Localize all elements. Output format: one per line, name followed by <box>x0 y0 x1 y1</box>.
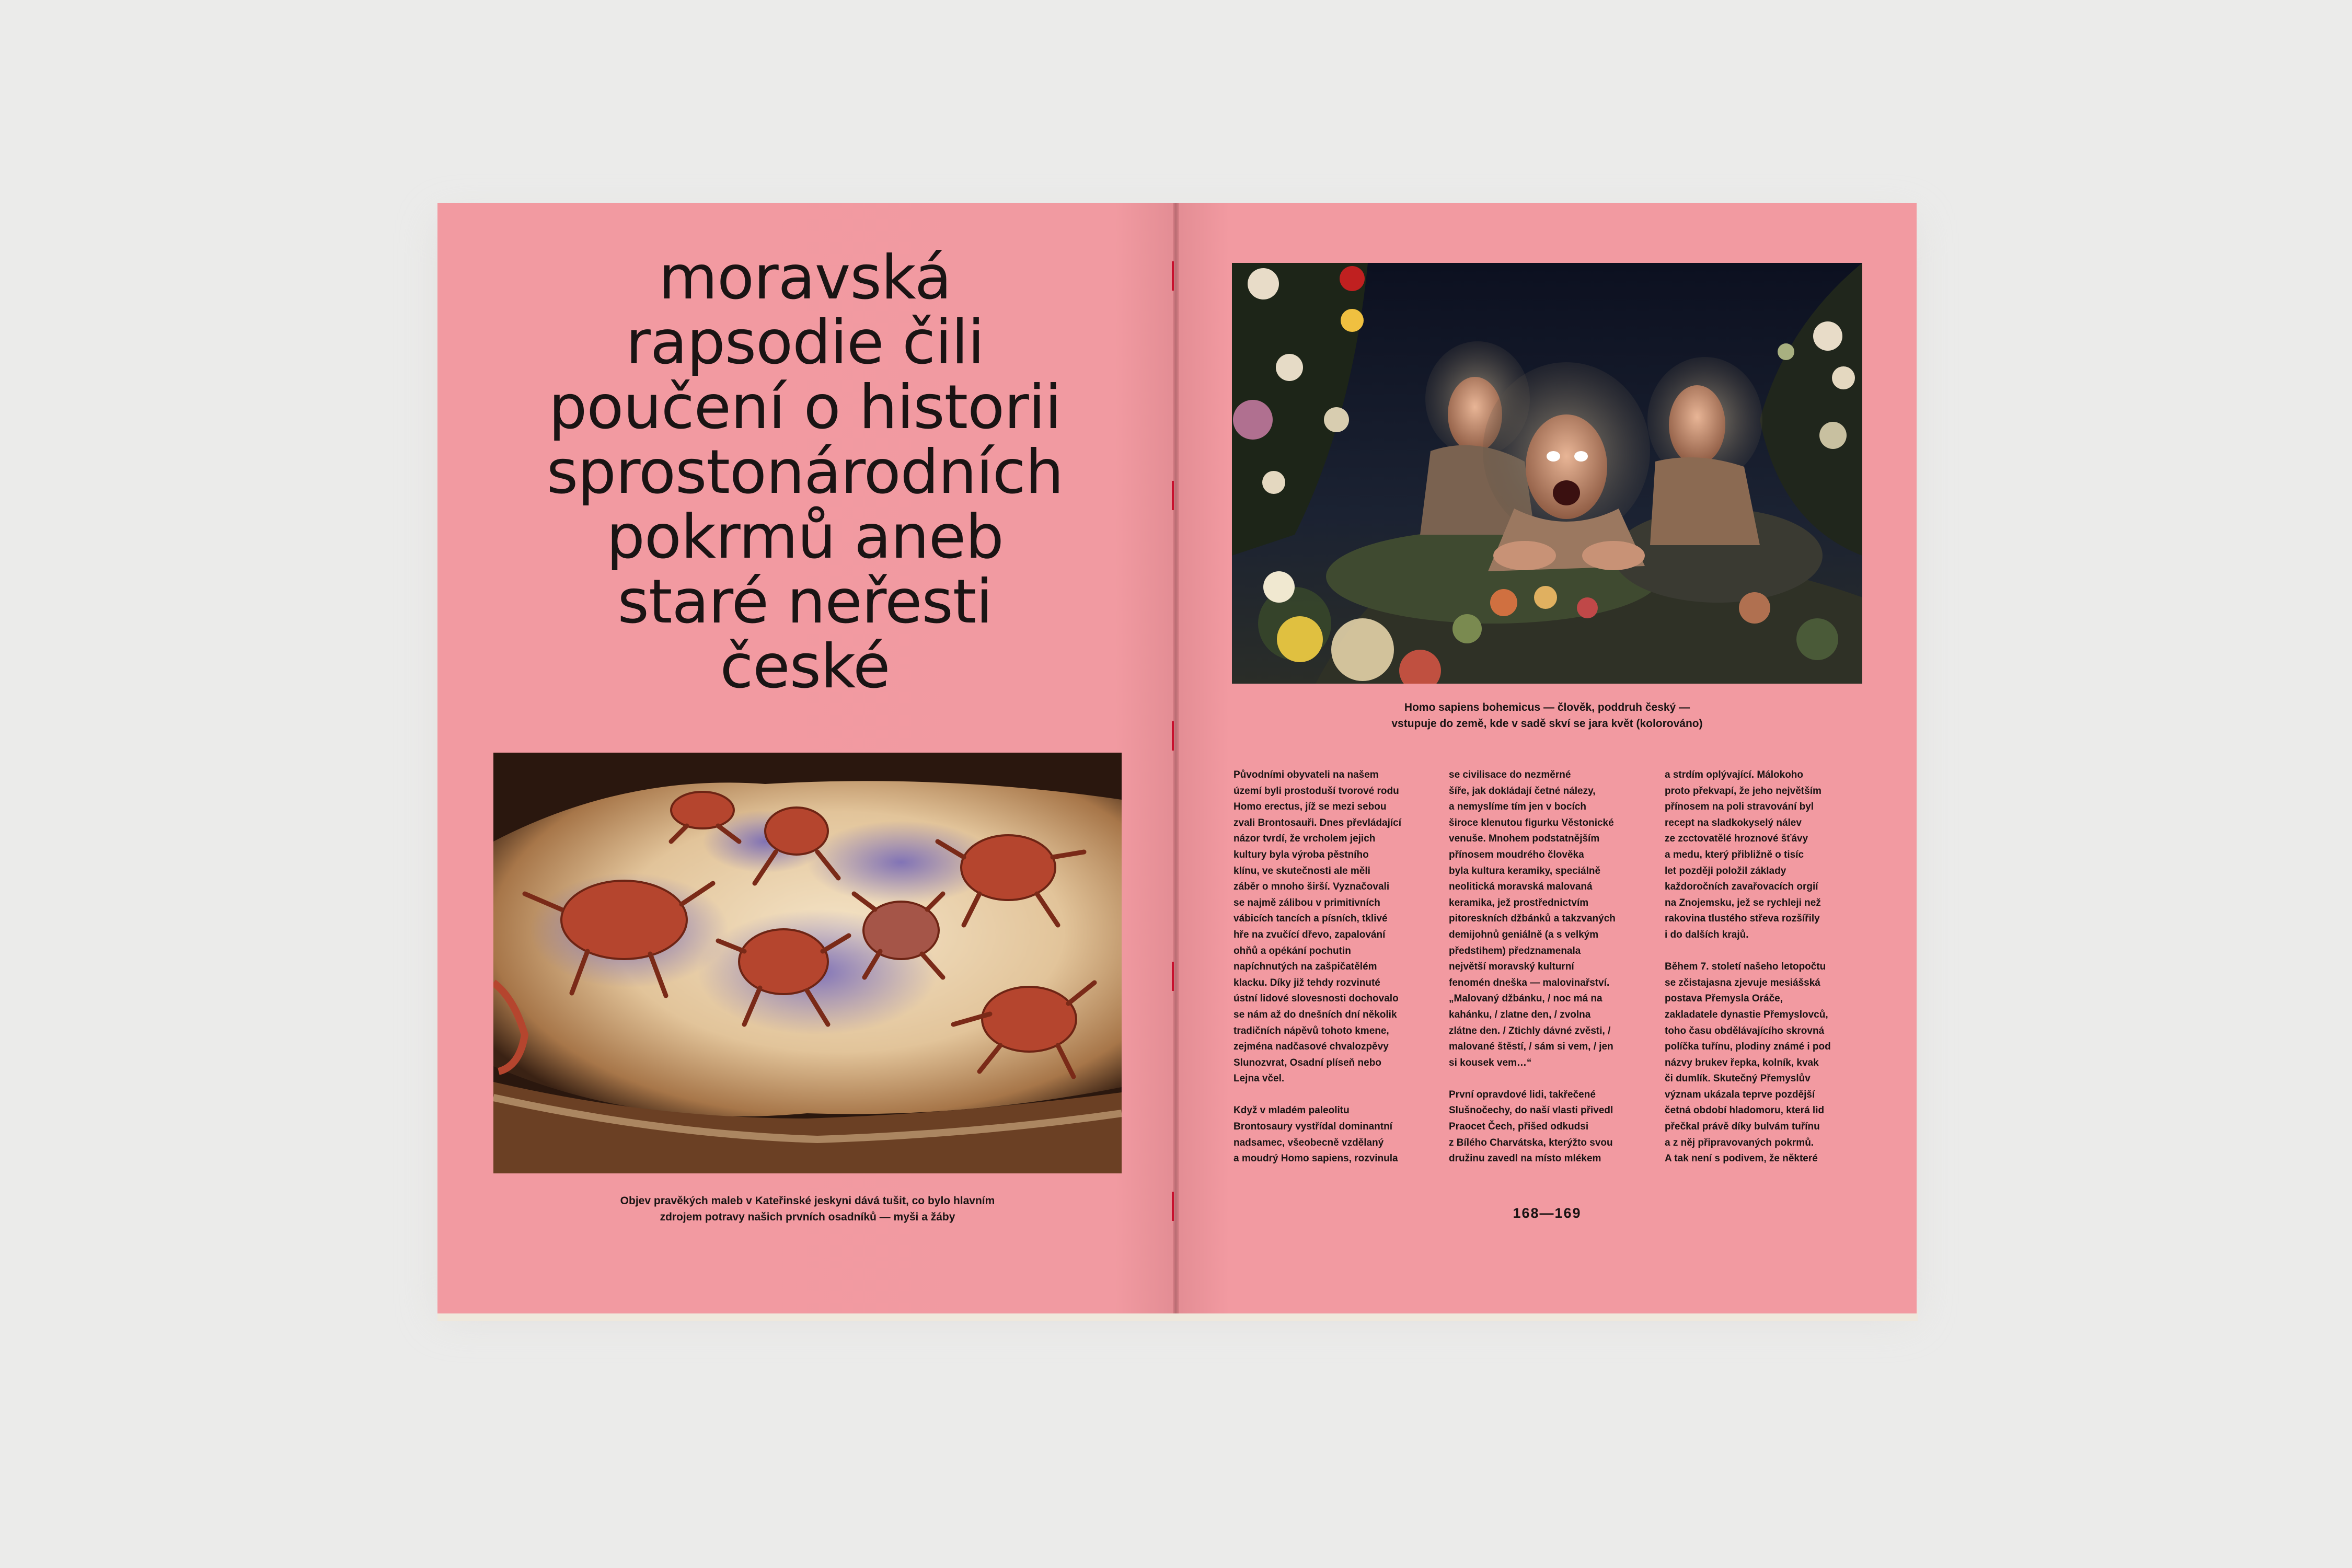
article-title <box>481 243 1129 702</box>
body-text-line: Slušnočechy, do naší vlasti přivedl <box>1449 1105 1613 1116</box>
body-text-line: přínosem moudrého člověka <box>1449 849 1584 860</box>
body-text-line: tradičních nápěvů tohoto kmene, <box>1233 1025 1389 1036</box>
body-text-line: napíchnutých na zašpičatělém <box>1233 961 1377 973</box>
body-text-line: A tak není s podivem, že některé <box>1665 1153 1818 1165</box>
body-text-line: klacku. Díky již tehdy rozvinuté <box>1233 977 1380 988</box>
cavemen-photo <box>1232 263 1862 684</box>
body-text-line: postava Přemysla Oráče, <box>1665 993 1783 1005</box>
body-text-line: a moudrý Homo sapiens, rozvinula <box>1233 1153 1398 1165</box>
gutter <box>1173 203 1179 1313</box>
body-text-line: zlátne den. / Ztichly dávné zvěsti, / <box>1449 1025 1611 1036</box>
caption-line: Objev pravěkých maleb v Kateřinské jeskyni dává tušit, co bylo hlavním <box>620 1195 995 1207</box>
body-text-line: názor tvrdí, že vrcholem jejich <box>1233 833 1376 845</box>
body-text-line: Původními obyvateli na našem <box>1233 769 1379 780</box>
stitch <box>1172 962 1174 991</box>
body-text-line: se civilisace do nezměrné <box>1449 769 1571 780</box>
body-text-line: vábicích tancích a písních, tklivé <box>1233 913 1388 925</box>
stitch <box>1172 1192 1174 1221</box>
body-text-line: klínu, ve skutečnosti ale měli <box>1233 865 1370 877</box>
body-text-line: Během 7. století našeho letopočtu <box>1665 961 1826 973</box>
body-text-line: názvy brukev řepka, kolník, kvak <box>1665 1057 1819 1068</box>
body-text-line: nadsamec, všeobecně vzdělaný <box>1233 1137 1384 1148</box>
body-text-line: se zčistajasna zjevuje mesiášská <box>1665 977 1820 988</box>
left-image-caption <box>493 1193 1122 1225</box>
body-text-line: předstihem) předznamenala <box>1449 945 1581 956</box>
body-text-line: Slunozvrat, Osadní plíseň nebo <box>1233 1057 1381 1068</box>
paragraph-break <box>1665 943 1874 960</box>
body-text-line: území byli prostoduší tvorové rodu <box>1233 785 1399 797</box>
body-text-line: hře na zvučící dřevo, zapalování <box>1233 929 1386 940</box>
page-numbers: 168—169 <box>1513 1205 1582 1221</box>
body-text-line: největší moravský kulturní <box>1449 961 1574 973</box>
body-text-line: políčka tuřínu, plodiny známé i pod <box>1665 1041 1831 1053</box>
body-text-line: Praocet Čech, přišed odkudsi <box>1449 1121 1589 1133</box>
body-text-line: fenomén dneška — malovinařství. <box>1449 977 1610 988</box>
paragraph-break <box>1233 1087 1443 1103</box>
body-text-line: šíře, jak dokládají četné nálezy, <box>1449 785 1596 797</box>
body-text-line: Lejna včel. <box>1233 1073 1285 1085</box>
body-text-line: byla kultura keramiky, speciálně <box>1449 865 1601 877</box>
title-line: staré neřesti <box>617 567 993 637</box>
body-text-line: široce klenutou figurku Věstonické <box>1449 817 1614 828</box>
body-text-line: si kousek vem…“ <box>1449 1057 1532 1068</box>
body-text-line: záběr o mnoho širší. Vyznačovali <box>1233 881 1390 893</box>
title-line: moravská <box>658 243 952 313</box>
body-text-line: ze zcctovatělé hroznové šťávy <box>1665 833 1808 845</box>
body-text-line: zakladatele dynastie Přemyslovců, <box>1665 1009 1828 1020</box>
body-text-line: a nemyslíme tím jen v bocích <box>1449 801 1586 813</box>
body-text-line: pitoreskních džbánků a takzvaných <box>1449 913 1616 925</box>
body-text-line: družinu zavedl na místo mlékem <box>1449 1153 1601 1165</box>
body-text-line: toho času obdělávajícího skrovná <box>1665 1025 1825 1036</box>
body-text-line: proto překvapí, že jeho největším <box>1665 785 1821 797</box>
body-text-line: i do dalších krajů. <box>1665 929 1749 940</box>
body-text-line: a medu, který přibližně o tisíc <box>1665 849 1804 860</box>
body-text-line: z Bílého Charvátska, kterýžto svou <box>1449 1137 1613 1148</box>
body-text-line: demijohnů geniálně (a s velkým <box>1449 929 1599 940</box>
body-text-line: Homo erectus, jíž se mezi sebou <box>1233 801 1387 813</box>
body-text-line: malované štěstí, / sám si vem, / jen <box>1449 1041 1613 1053</box>
title-line: sprostonárodních <box>546 437 1064 508</box>
body-text-line: kahánku, / zlatne den, / zvolna <box>1449 1009 1591 1020</box>
body-text-line: či dumlík. Skutečný Přemyslův <box>1665 1073 1811 1085</box>
body-text-line: let později položil základy <box>1665 865 1786 877</box>
title-line: rapsodie čili <box>626 307 984 378</box>
stitch <box>1172 481 1174 510</box>
cave-painting-image <box>493 753 1122 1173</box>
body-text-line: zvali Brontosauři. Dnes převládající <box>1233 817 1401 828</box>
body-text-line: na Znojemsku, jež se rychleji než <box>1665 897 1821 908</box>
body-text-line: ohňů a opékání pochutin <box>1233 945 1351 956</box>
body-text-line: a z něj připravovaných pokrmů. <box>1665 1137 1814 1148</box>
body-text-line: keramika, jež prostřednictvím <box>1449 897 1589 908</box>
body-text-line: četná období hladomoru, která lid <box>1665 1105 1825 1116</box>
body-text-line: Když v mladém paleolitu <box>1233 1105 1350 1116</box>
body-text-line: recept na sladkokyselý nálev <box>1665 817 1802 828</box>
caption-line: Homo sapiens bohemicus — člověk, poddruh český — <box>1404 701 1690 713</box>
body-text-line: se najmě zálibou v primitivních <box>1233 897 1380 908</box>
body-text-line: přínosem na poli stravování byl <box>1665 801 1814 813</box>
title-line: české <box>720 631 890 702</box>
body-text-line: význam ukázala teprve pozdější <box>1665 1089 1815 1100</box>
paragraph-break <box>1449 1071 1658 1087</box>
body-text-line: První opravdové lidi, takřečené <box>1449 1089 1596 1100</box>
body-text-line: Brontosaury vystřídal dominantní <box>1233 1121 1393 1133</box>
body-text-line: rakovina tlustého střeva rozšířily <box>1665 913 1820 925</box>
caption-line: zdrojem potravy našich prvních osadníků — myši a žáby <box>660 1211 955 1223</box>
body-text-line: přečkal právě díky bulvám tuřínu <box>1665 1121 1820 1133</box>
body-text-line: se nám až do dnešních dní několik <box>1233 1009 1397 1020</box>
caption-line: vstupuje do země, kde v sadě skví se jara květ (kolorováno) <box>1391 718 1703 730</box>
body-text-line: venuše. Mnohem podstatnějším <box>1449 833 1600 845</box>
text-column-3 <box>1665 767 1874 1167</box>
title-line: pokrmů aneb <box>606 502 1004 572</box>
title-line: poučení o historii <box>548 372 1062 443</box>
stitch <box>1172 721 1174 751</box>
stitch <box>1172 261 1174 291</box>
body-text-line: každoročních zavařovacích orgií <box>1665 881 1818 893</box>
body-text-line: ústní lidové slovesnosti dochovalo <box>1233 993 1399 1005</box>
body-text-line: zejména nadčasové chvalozpěvy <box>1233 1041 1389 1053</box>
body-text-line: neolitická moravská malovaná <box>1449 881 1593 893</box>
text-column-2 <box>1449 767 1658 1167</box>
body-text-line: „Malovaný džbánku, / noc má na <box>1449 993 1602 1005</box>
right-image-caption <box>1232 699 1862 732</box>
body-text-line: a strdím oplývající. Málokoho <box>1665 769 1804 780</box>
body-text-line: kultury byla výroba pěstního <box>1233 849 1369 860</box>
text-column-1 <box>1233 767 1443 1167</box>
